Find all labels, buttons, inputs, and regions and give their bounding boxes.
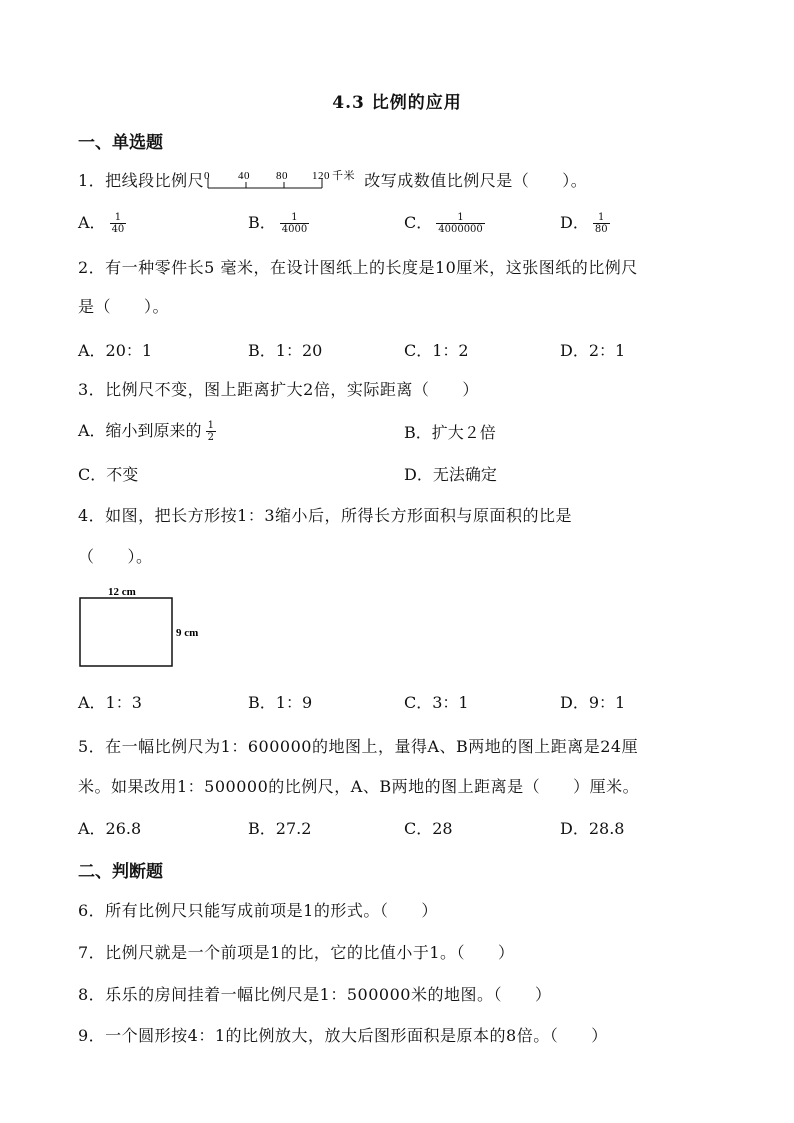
scale-tick-80: 80 — [276, 169, 289, 182]
q2-option-a[interactable]: A．20：1 — [78, 341, 153, 360]
question-9: 9．一个圆形按4：1的比例放大，放大后图形面积是原本的8倍。（ ） — [78, 1026, 608, 1045]
q5-option-a[interactable]: A．26.8 — [78, 819, 142, 838]
fraction: $\frac{1}{2}$ — [207, 420, 214, 443]
rectangle-width-label: 12 cm — [108, 586, 136, 598]
scale-tick-40: 40 — [238, 169, 251, 182]
rectangle-diagram — [78, 584, 218, 670]
question-1-text-post: 改写成数值比例尺是（ ）。 — [364, 171, 588, 190]
q4-option-a[interactable]: A．1：3 — [78, 693, 142, 712]
q2-option-b[interactable]: B．1：20 — [248, 341, 323, 360]
page-title: 4.3 比例的应用 — [332, 93, 462, 113]
question-3: 3．比例尺不变，图上距离扩大2倍，实际距离（ ） — [78, 380, 479, 399]
q4-option-c[interactable]: C．3：1 — [404, 693, 469, 712]
fraction: $\frac{1}{80}$ — [594, 212, 608, 235]
section-heading-true-false: 二、判断题 — [78, 862, 163, 882]
q3-option-a[interactable]: A．缩小到原来的 $\frac{1}{2}$ — [78, 420, 214, 443]
question-4-line-2: （ ）。 — [78, 547, 153, 566]
section-heading-single-choice: 一、单选题 — [78, 133, 163, 153]
question-6: 6．所有比例尺只能写成前项是1的形式。（ ） — [78, 901, 438, 920]
scale-tick-120: 120 — [312, 169, 331, 182]
q1-option-c[interactable]: C． $\frac{1}{4000000}$ — [404, 212, 483, 235]
q1-option-b[interactable]: B． $\frac{1}{4000}$ — [248, 212, 308, 235]
q2-option-d[interactable]: D．2：1 — [560, 341, 626, 360]
q2-option-c[interactable]: C．1：2 — [404, 341, 469, 360]
q5-option-b[interactable]: B．27.2 — [248, 819, 312, 838]
rectangle-height-label: 9 cm — [176, 627, 199, 639]
scale-ruler-graphic — [204, 170, 364, 194]
q4-option-b[interactable]: B．1：9 — [248, 693, 313, 712]
q3-option-d[interactable]: D．无法确定 — [404, 465, 497, 484]
fraction: $\frac{1}{4000000}$ — [438, 212, 483, 235]
fraction: $\frac{1}{4000}$ — [281, 212, 308, 235]
q5-option-d[interactable]: D．28.8 — [560, 819, 625, 838]
fraction: $\frac{1}{40}$ — [111, 212, 125, 235]
q1-option-a[interactable]: A． $\frac{1}{40}$ — [78, 212, 125, 235]
question-4-line-1: 4．如图，把长方形按1：3缩小后，所得长方形面积与原面积的比是 — [78, 506, 573, 525]
q4-option-d[interactable]: D．9：1 — [560, 693, 626, 712]
q3-option-c[interactable]: C．不变 — [78, 465, 139, 484]
rectangle-figure — [78, 584, 218, 670]
q5-option-c[interactable]: C．28 — [404, 819, 453, 838]
line-segment-scale — [204, 170, 364, 194]
question-5-line-1: 5．在一幅比例尺为1：600000的地图上，量得A、B两地的图上距离是24厘 — [78, 737, 639, 756]
question-7: 7．比例尺就是一个前项是1的比，它的比值小于1。（ ） — [78, 943, 515, 962]
question-1-text-pre: 1．把线段比例尺 — [78, 171, 205, 190]
question-8: 8．乐乐的房间挂着一幅比例尺是1：500000米的地图。（ ） — [78, 985, 552, 1004]
question-2-line-2: 是（ ）。 — [78, 297, 170, 316]
scale-tick-0: 0 — [204, 169, 211, 182]
scale-unit: 千米 — [332, 169, 356, 182]
q1-option-d[interactable]: D． $\frac{1}{80}$ — [560, 212, 608, 235]
question-1 — [78, 168, 587, 194]
question-2-line-1: 2．有一种零件长5 毫米，在设计图纸上的长度是10厘米，这张图纸的比例尺 — [78, 258, 638, 277]
q3-option-b[interactable]: B．扩大２倍 — [404, 423, 496, 442]
question-5-line-2: 米。如果改用1：500000的比例尺，A、B两地的图上距离是（ ）厘米。 — [78, 777, 640, 796]
